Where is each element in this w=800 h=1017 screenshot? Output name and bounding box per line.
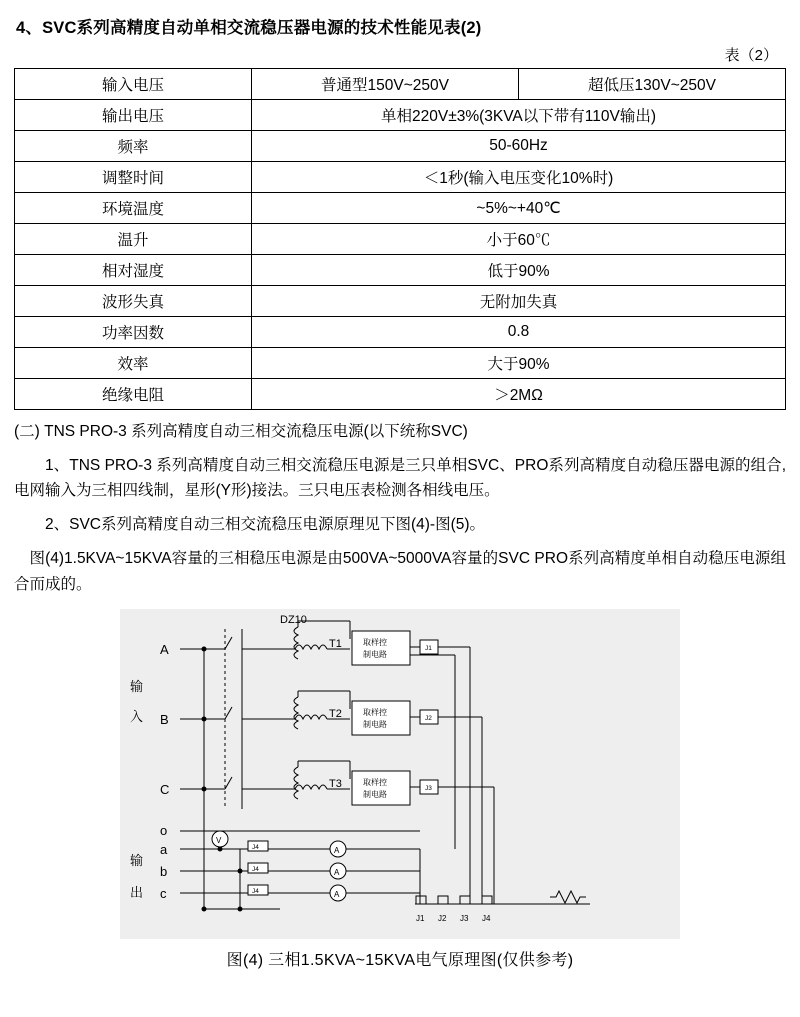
- diagram-label-j3-box: J3: [425, 784, 432, 792]
- diagram-label-t2: T2: [329, 707, 342, 720]
- diagram-legend-j3: J3: [460, 913, 469, 923]
- paragraph-item-2: 2、SVC系列高精度自动三相交流稳压电源原理见下图(4)-图(5)。: [45, 516, 486, 534]
- diagram-label-ctrl1-line1: 取样控: [363, 637, 387, 647]
- diagram-label-phase-a: A: [160, 641, 169, 657]
- table-row: [15, 379, 786, 410]
- diagram-label-ctrl3-line1: 取样控: [363, 777, 387, 787]
- diagram-label-input-1: 输: [130, 678, 144, 694]
- diagram-label-t3: T3: [329, 777, 342, 790]
- table-cell-label: 绝缘电阻: [15, 379, 252, 410]
- table-row: [15, 286, 786, 317]
- table-cell-label: 频率: [15, 131, 252, 162]
- table-cell-value: 大于90%: [252, 348, 786, 379]
- ammeter-a-icon: A: [334, 845, 340, 855]
- table-cell-value: 低于90%: [252, 255, 786, 286]
- table-cell-value: 超低压130V~250V: [519, 69, 786, 100]
- table-cell-value: ＜1秒(输入电压变化10%时): [252, 162, 786, 193]
- table-cell-value: 小于60℃: [252, 224, 786, 255]
- table-cell-label: 相对湿度: [15, 255, 252, 286]
- table-row: [15, 131, 786, 162]
- table-row: [15, 193, 786, 224]
- table-row: [15, 348, 786, 379]
- ammeter-c-icon: A: [334, 889, 340, 899]
- diagram-label-ctrl2-line2: 制电路: [363, 719, 387, 729]
- diagram-label-j1-box: J1: [425, 644, 432, 652]
- table-caption: 表（2）: [724, 47, 778, 64]
- spec-table: [14, 68, 786, 410]
- table-cell-value: 无附加失真: [252, 286, 786, 317]
- paragraph-intro: (二) TNS PRO-3 系列高精度自动三相交流稳压电源(以下统称SVC): [14, 423, 468, 440]
- table-row: [15, 317, 786, 348]
- diagram-label-out-a: a: [160, 841, 168, 857]
- section-heading: 4、SVC系列高精度自动单相交流稳压器电源的技术性能见表(2): [16, 19, 482, 37]
- table-cell-value: 50-60Hz: [252, 131, 786, 162]
- table-cell-label: 功率因数: [15, 317, 252, 348]
- table-cell-label: 调整时间: [15, 162, 252, 193]
- table-row: [15, 100, 786, 131]
- paragraph-item-1: 1、TNS PRO-3 系列高精度自动三相交流稳压电源是三只单相SVC、PRO系列高精度自动稳压器电源的组合,电网输入为三相四线制，星形(Y形)接法。三只电压表检测各相线电压。: [14, 457, 786, 500]
- table-cell-value: ~5%~+40℃: [252, 193, 786, 224]
- table-cell-label: 输入电压: [15, 69, 252, 100]
- table-row: [15, 224, 786, 255]
- diagram-label-j4-b: J4: [252, 865, 259, 873]
- diagram-label-out-c: c: [160, 885, 167, 901]
- circuit-diagram-svg: [120, 609, 680, 939]
- diagram-label-phase-b: B: [160, 711, 169, 727]
- table-cell-value: 单相220V±3%(3KVA以下带有110V输出): [252, 100, 786, 131]
- diagram-label-neutral: o: [160, 822, 168, 838]
- table-row: [15, 69, 786, 100]
- table-cell-value: 普通型150V~250V: [252, 69, 519, 100]
- table-cell-label: 输出电压: [15, 100, 252, 131]
- voltmeter-icon: V: [216, 835, 222, 845]
- diagram-label-output-1: 输: [130, 852, 144, 868]
- ammeter-b-icon: A: [334, 867, 340, 877]
- diagram-legend-j1: J1: [416, 913, 425, 923]
- diagram-label-dz10: DZ10: [280, 613, 307, 626]
- circuit-diagram: [120, 609, 680, 939]
- diagram-label-j2-box: J2: [425, 714, 432, 722]
- table-cell-label: 波形失真: [15, 286, 252, 317]
- diagram-label-j4-c: J4: [252, 887, 259, 895]
- paragraph-item-3: 图(4)1.5KVA~15KVA容量的三相稳压电源是由500VA~5000VA容量的SVC PRO系列高精度单相自动稳压电源组合而成的。: [14, 550, 786, 593]
- diagram-legend-j4: J4: [482, 913, 491, 923]
- table-row: [15, 255, 786, 286]
- diagram-label-ctrl2-line1: 取样控: [363, 707, 387, 717]
- table-cell-value: 0.8: [252, 317, 786, 348]
- table-row: [15, 162, 786, 193]
- table-cell-value: ＞2MΩ: [252, 379, 786, 410]
- figure-caption: 图(4) 三相1.5KVA~15KVA电气原理图(仅供参考): [226, 951, 574, 969]
- diagram-label-ctrl1-line2: 制电路: [363, 649, 387, 659]
- table-cell-label: 温升: [15, 224, 252, 255]
- figure-container: [14, 609, 786, 939]
- diagram-label-out-b: b: [160, 863, 168, 879]
- diagram-legend-j2: J2: [438, 913, 447, 923]
- diagram-label-input-2: 入: [130, 708, 144, 724]
- diagram-label-j4-a: J4: [252, 843, 259, 851]
- table-cell-label: 效率: [15, 348, 252, 379]
- diagram-label-t1: T1: [329, 637, 342, 650]
- diagram-label-phase-c: C: [160, 781, 170, 797]
- diagram-label-output-2: 出: [130, 884, 144, 900]
- diagram-label-ctrl3-line2: 制电路: [363, 789, 387, 799]
- table-cell-label: 环境温度: [15, 193, 252, 224]
